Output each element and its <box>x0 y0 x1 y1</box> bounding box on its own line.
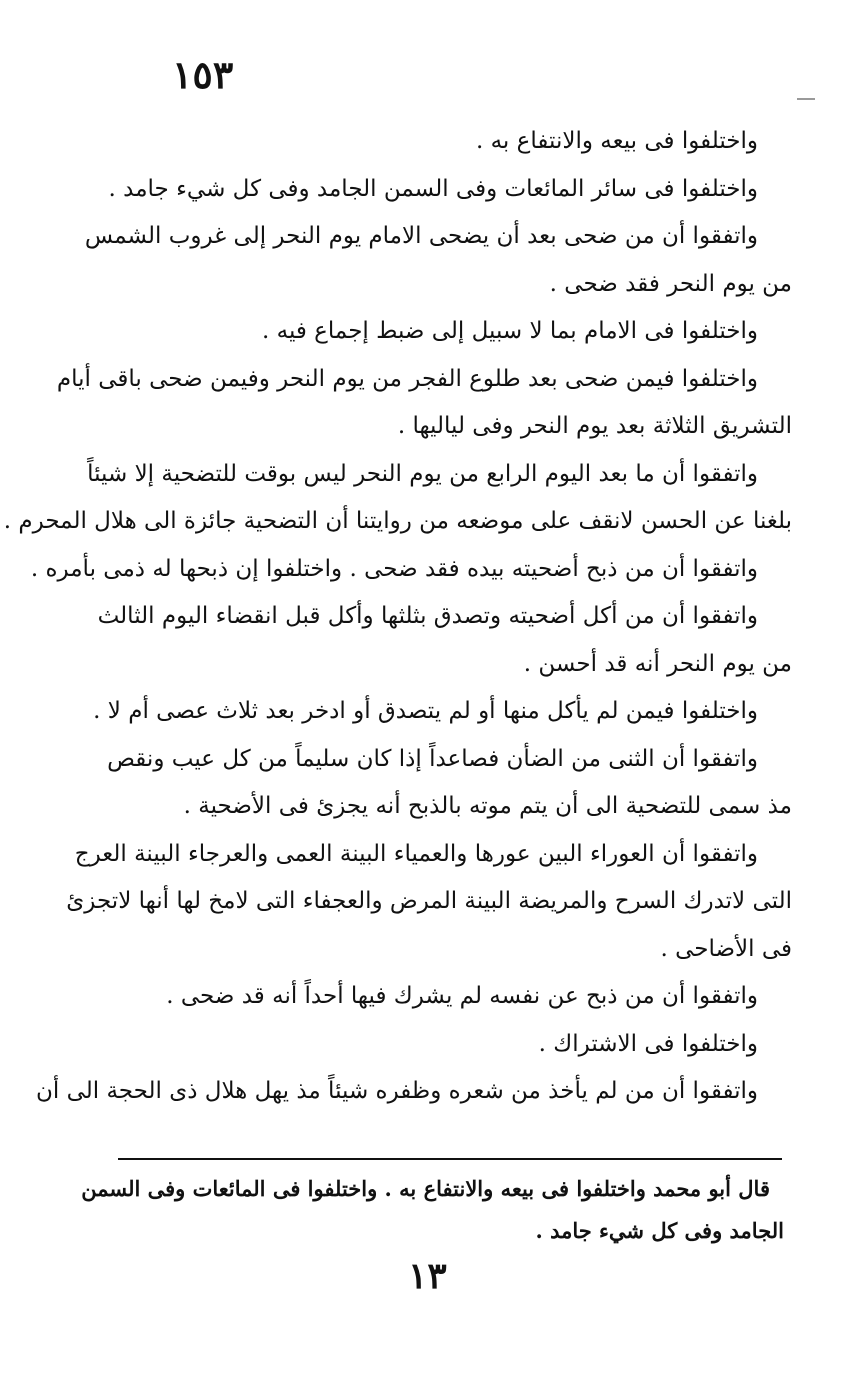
text-line: واتفقوا أن من ذبح أضحيته بيده فقد ضحى . واختلفوا إن ذبحها له ذمى بأمره . <box>30 555 758 582</box>
text-line: واختلفوا فيمن ضحى بعد طلوع الفجر من يوم النحر وفيمن ضحى باقى أيام <box>56 365 758 392</box>
footnote-line: قال أبو محمد واختلفوا فى بيعه والانتفاع به . واختلفوا فى المائعات وفى السمن <box>81 1176 770 1201</box>
text-line: من يوم النحر أنه قد أحسن . <box>523 650 792 677</box>
page-number: ١٥٣ <box>172 52 234 97</box>
text-line: من يوم النحر فقد ضحى . <box>549 270 792 297</box>
text-line: واتفقوا أن من لم يأخذ من شعره وظفره شيئاً مذ يهل هلال ذى الحجة الى أن <box>35 1078 758 1104</box>
scan-mark <box>797 98 815 100</box>
text-line: واتفقوا أن من ضحى بعد أن يضحى الامام يوم النحر إلى غروب الشمس <box>84 223 758 249</box>
text-line: مذ سمى للتضحية الى أن يتم موته بالذبح أنه يجزئ فى الأضحية . <box>183 793 792 819</box>
footnote-line: الجامد وفى كل شيء جامد . <box>535 1218 784 1243</box>
text-line: واختلفوا فى الاشتراك . <box>538 1030 758 1057</box>
text-line: واتفقوا أن ما بعد اليوم الرابع من يوم النحر ليس بوقت للتضحية إلا شيئاً <box>87 460 758 487</box>
text-line: واختلفوا فى الامام بما لا سبيل إلى ضبط إجماع فيه . <box>261 318 758 344</box>
body-text <box>3 118 792 1116</box>
text-line: بلغنا عن الحسن لانقف على موضعه من روايتنا أن التضحية جائزة الى هلال المحرم . <box>3 508 792 534</box>
footnote <box>81 1168 784 1252</box>
text-line: التشريق الثلاثة بعد يوم النحر وفى لياليها . <box>397 413 792 439</box>
text-line: واختلفوا فيمن لم يأكل منها أو لم يتصدق أو ادخر بعد ثلاث عصى أم لا . <box>93 698 758 724</box>
text-line: واختلفوا فى سائر المائعات وفى السمن الجامد وفى كل شيء جامد . <box>108 175 758 202</box>
text-line: واختلفوا فى بيعه والانتفاع به . <box>475 128 758 154</box>
text-line: التى لاتدرك السرح والمريضة البينة المرض والعجفاء التى لامخ لها أنها لاتجزئ <box>66 888 792 914</box>
text-line: واتفقوا أن العوراء البين عورها والعمياء البينة العمى والعرجاء البينة العرج <box>74 840 758 867</box>
text-line: واتفقوا أن من أكل أضحيته وتصدق بثلثها وأكل قبل انقضاء اليوم الثالث <box>97 603 758 629</box>
footnote-divider <box>118 1158 782 1160</box>
signature-mark: ١٣ <box>408 1255 447 1297</box>
text-line: فى الأضاحى . <box>660 935 792 962</box>
text-line: واتفقوا أن الثنى من الضأن فصاعداً إذا كان سليماً من كل عيب ونقص <box>107 745 758 772</box>
text-line: واتفقوا أن من ذبح عن نفسه لم يشرك فيها أحداً أنه قد ضحى . <box>166 983 758 1009</box>
